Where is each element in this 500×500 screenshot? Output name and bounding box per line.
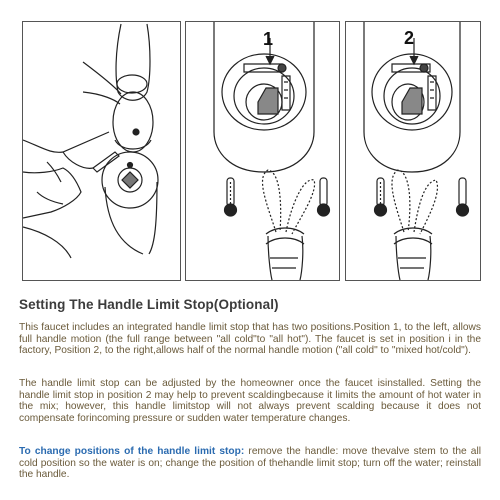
section-heading: Setting The Handle Limit Stop(Optional): [19, 297, 279, 312]
paragraph-limit-stop-adjustment: The handle limit stop can be adjusted by the homeowner once the faucet isinstalled. Setting the handle limit stop in position 2 may help to prevent scaldingbecause it limits the amount of hot water in the mix; however, this handle limitstop will not always prevent scalding because it does not compensate forincoming pressure or sudden water temperature changes.: [19, 378, 481, 424]
illustration-panel-disassembly: [22, 21, 181, 281]
position-1-illustration: [186, 22, 341, 282]
position-2-illustration: [346, 22, 482, 282]
paragraph-limit-stop-positions: This faucet includes an integrated handle limit stop that has two positions.Position 1, to the left, allows full handle motion (the full range between "all cold"to "all hot"). The faucet is set in position i in the factory, Position 2, to the right,allows half of the normal handle motion ("all cold" to "mixed hot/cold").: [19, 322, 481, 357]
change-positions-instructions: remove the handle: move thevalve stem to the all cold position so the water is on; change the position of thehandle limit stop; turn off the water; reinstall the handle.: [19, 446, 482, 481]
paragraph-change-positions: [19, 446, 481, 481]
disassembly-illustration: [23, 22, 182, 282]
illustration-panel-position-1: [185, 21, 340, 281]
change-positions-lead: To change positions of the handle limit stop:: [19, 446, 245, 457]
step-number-1: 1: [263, 29, 274, 49]
illustration-panel-position-2: [345, 21, 481, 281]
step-number-2: 2: [404, 28, 415, 48]
